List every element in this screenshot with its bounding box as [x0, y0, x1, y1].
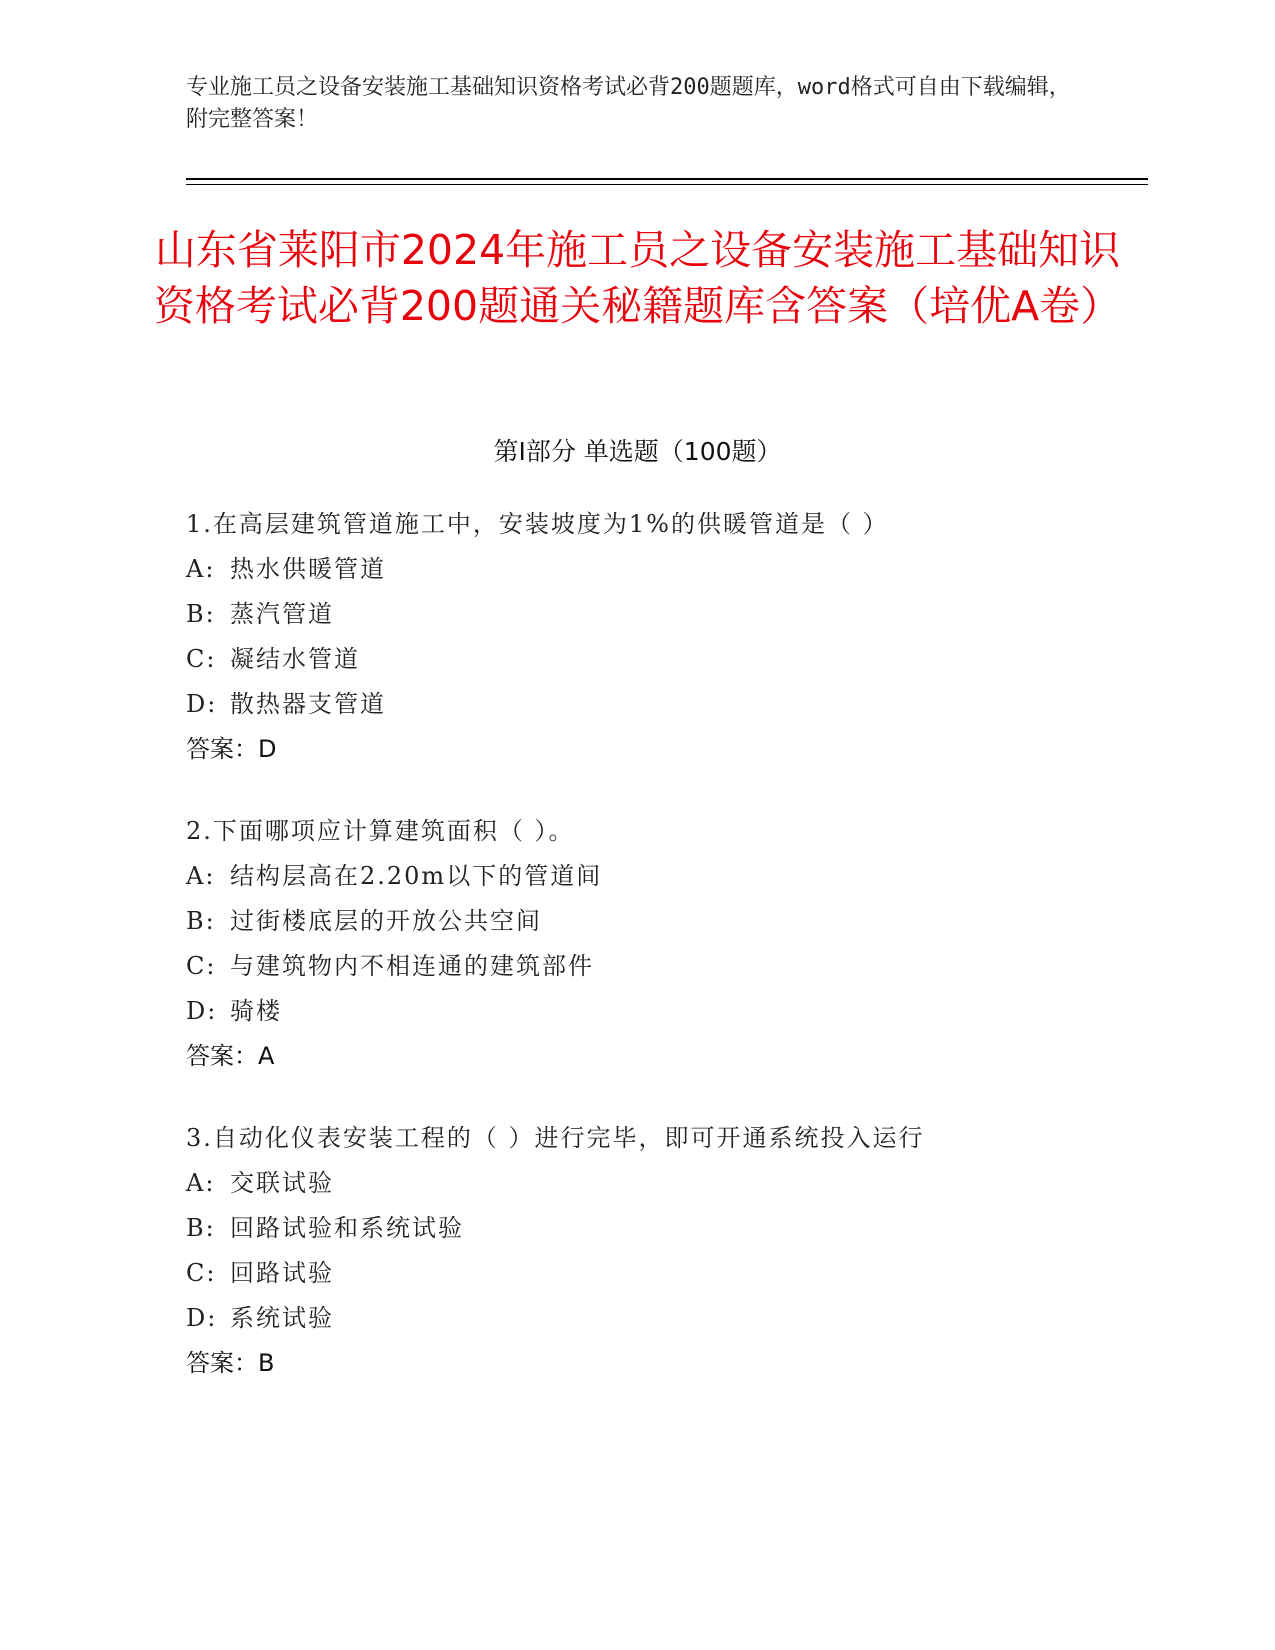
option-key: B: [186, 1214, 216, 1242]
option-text: 系统试验 [230, 1304, 334, 1332]
option-c [186, 637, 1066, 682]
header-rule-thin [186, 184, 1148, 185]
option-key: B: [186, 600, 216, 628]
option-d [186, 1296, 1066, 1341]
option-key: D: [186, 690, 218, 718]
question-3 [186, 1116, 1066, 1386]
option-text: 凝结水管道 [230, 645, 360, 673]
option-key: C: [186, 1259, 217, 1287]
header-rule-thick [186, 178, 1148, 180]
option-d [186, 989, 1066, 1034]
option-text: 过街楼底层的开放公共空间 [230, 907, 542, 935]
question-stem: 2.下面哪项应计算建筑面积（ ）。 [186, 817, 575, 845]
option-key: A: [186, 1169, 216, 1197]
option-text: 回路试验 [230, 1259, 334, 1287]
answer-line: 答案：D [186, 735, 277, 763]
section-heading: 第Ⅰ部分 单选题（100题） [493, 437, 782, 466]
option-text: 回路试验和系统试验 [230, 1214, 464, 1242]
answer-line: 答案：B [186, 1349, 275, 1377]
option-b [186, 899, 1066, 944]
option-c [186, 944, 1066, 989]
option-text: 蒸汽管道 [230, 600, 334, 628]
option-a [186, 547, 1066, 592]
question-stem: 1.在高层建筑管道施工中，安装坡度为1%的供暖管道是（ ） [186, 510, 889, 538]
option-key: A: [186, 555, 216, 583]
option-text: 结构层高在2.20m以下的管道间 [230, 862, 603, 890]
option-text: 与建筑物内不相连通的建筑部件 [230, 952, 594, 980]
document-title: 山东省莱阳市2024年施工员之设备安装施工基础知识资格考试必背200题通关秘籍题库含答案（培优A卷） [153, 226, 1122, 330]
intro-text: 专业施工员之设备安装施工基础知识资格考试必背200题题库，word格式可自由下载编辑，附完整答案！ [186, 75, 1071, 132]
option-text: 骑楼 [230, 997, 282, 1025]
option-b [186, 1206, 1066, 1251]
question-2 [186, 809, 1066, 1079]
option-a [186, 854, 1066, 899]
option-text: 交联试验 [230, 1169, 334, 1197]
option-key: C: [186, 645, 217, 673]
option-text: 热水供暖管道 [230, 555, 386, 583]
option-key: A: [186, 862, 216, 890]
option-text: 散热器支管道 [230, 690, 386, 718]
option-key: D: [186, 1304, 218, 1332]
question-1 [186, 502, 1066, 772]
answer-line: 答案：A [186, 1042, 275, 1070]
option-a [186, 1161, 1066, 1206]
option-c [186, 1251, 1066, 1296]
option-key: D: [186, 997, 218, 1025]
option-key: C: [186, 952, 217, 980]
option-key: B: [186, 907, 216, 935]
question-stem: 3.自动化仪表安装工程的（ ）进行完毕，即可开通系统投入运行 [186, 1124, 925, 1152]
option-b [186, 592, 1066, 637]
option-d [186, 682, 1066, 727]
